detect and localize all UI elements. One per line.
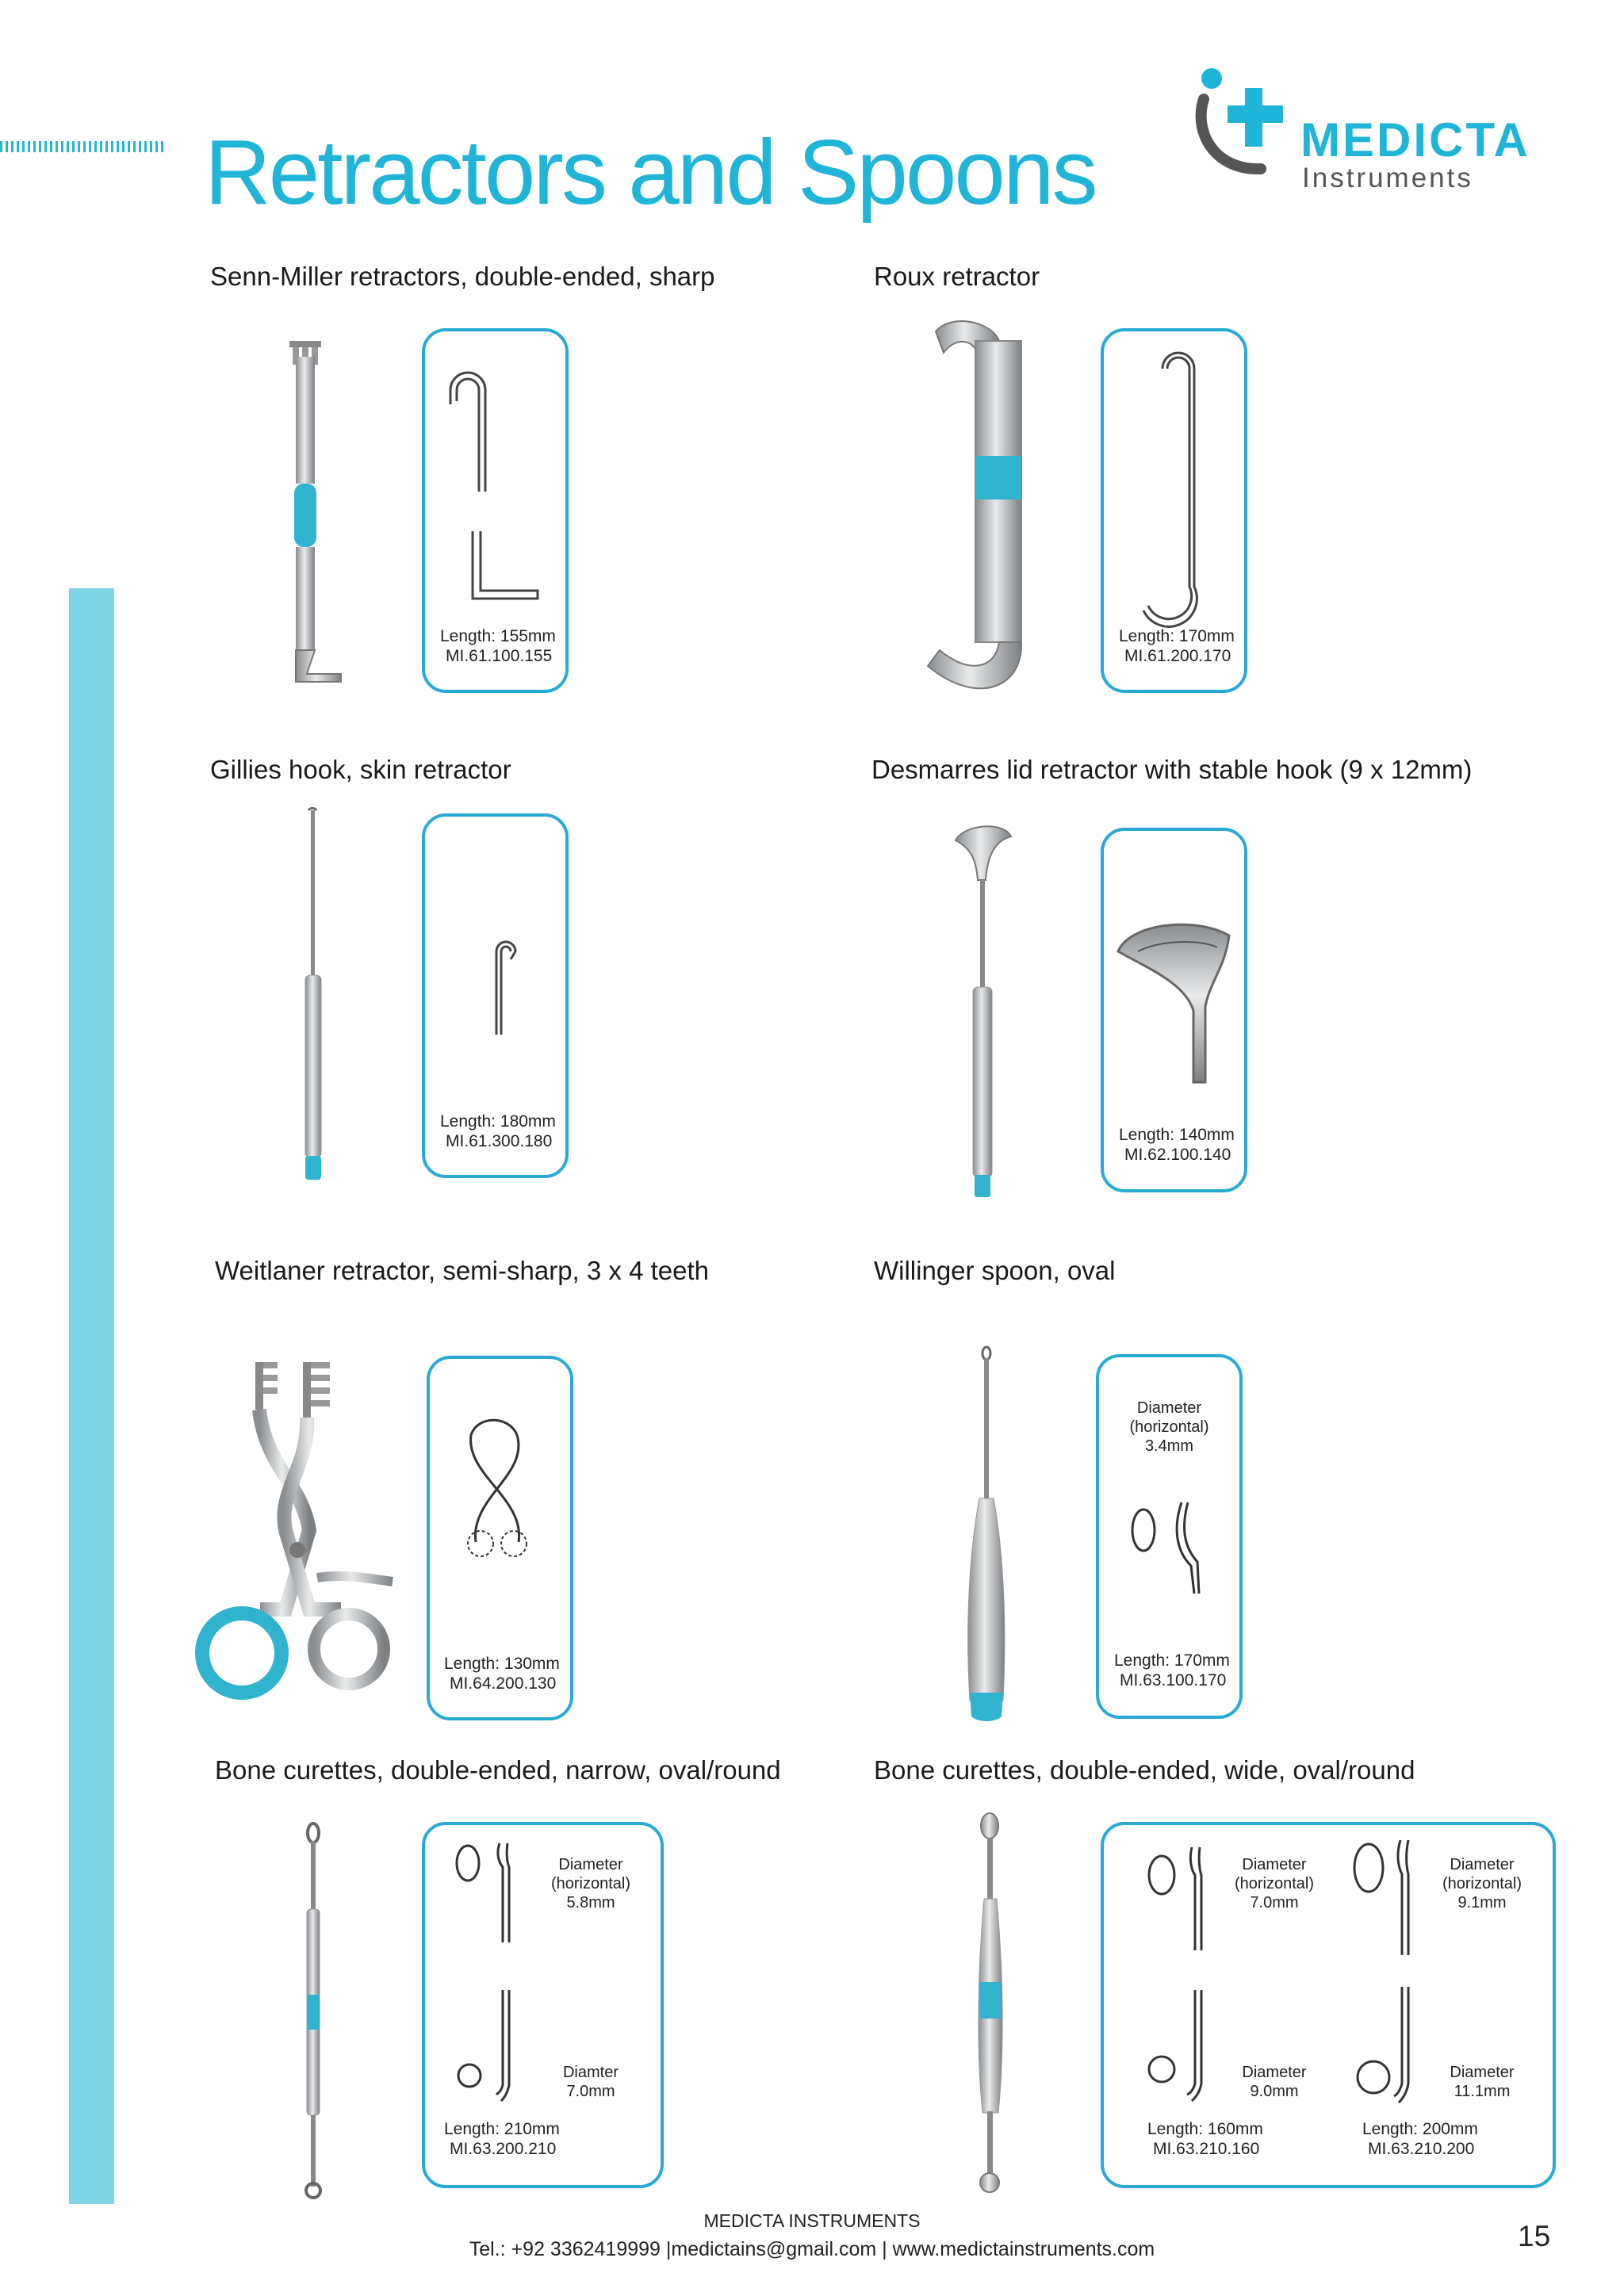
product-title: Senn-Miller retractors, double-ended, sharp [210,262,715,291]
diameter-value: 7.0mm [566,2083,615,2100]
diameter-label-line: Diameter [1136,1399,1202,1417]
desmarres-tip-drawing [1114,920,1233,1086]
diameter-label [1431,1855,1534,1912]
product-code: MI.63.100.170 [1120,1671,1227,1689]
bone-curette-narrow-tip-drawing [452,1839,523,2101]
diameter-label-line: (horizontal) [550,1875,631,1892]
senn-miller-retractor-image [282,333,353,690]
length-label: Length: 200mm [1362,2120,1478,2138]
footer-contact: Tel.: +92 3362419999 |medictains@gmail.com | www.medictainstruments.com [469,2238,1155,2260]
diameter-label-line: (horizontal) [1129,1418,1209,1436]
length-label: Length: 210mm [444,2120,560,2138]
product-title: Willinger spoon, oval [874,1256,1116,1285]
diameter-label-line: Diameter [1242,2064,1307,2081]
length-label: Length: 130mm [444,1655,560,1673]
length-label: Length: 160mm [1147,2120,1263,2138]
length-label: Length: 155mm [440,627,556,645]
diameter-label-line: Diameter [1450,1856,1515,1873]
diameter-value: 9.1mm [1457,1894,1507,1911]
bone-curette-narrow-image [289,1822,337,2202]
decorative-stripes [0,141,167,152]
product-title: Gillies hook, skin retractor [210,755,511,784]
footer-company: MEDICTA INSTRUMENTS [703,2210,921,2231]
diameter-label [539,2063,642,2101]
page-title: Retractors and Spoons [205,121,1096,224]
diameter-label [1431,2063,1534,2101]
willinger-tip-drawing [1126,1494,1213,1598]
product-code: MI.63.210.160 [1153,2140,1260,2158]
roux-retractor-image [920,317,1055,714]
diameter-label [1223,2063,1326,2101]
diameter-label [539,1855,642,1912]
product-code: MI.63.200.210 [450,2140,557,2158]
diameter-label-line: (horizontal) [1442,1875,1522,1892]
product-title: Bone curettes, double-ended, wide, oval/round [874,1755,1415,1785]
medicta-logo-icon [1189,67,1308,186]
product-title: Desmarres lid retractor with stable hook (9 x 12mm) [871,755,1473,784]
product-code: MI.64.200.130 [450,1674,557,1693]
product-code: MI.62.100.140 [1124,1146,1231,1164]
diameter-label-line: (horizontal) [1234,1875,1315,1892]
gillies-hook-tip-drawing [476,928,523,1039]
senn-miller-tip-drawing [444,373,547,610]
page-number: 15 [1518,2220,1551,2252]
diameter-label-line: Diameter [1450,2064,1515,2081]
brand-name: MEDICTA [1300,113,1530,166]
sidebar-accent-bar [69,588,114,2204]
diameter-label [1096,1399,1243,1456]
diameter-value: 11.1mm [1454,2083,1511,2100]
product-code: MI.63.210.200 [1368,2140,1475,2158]
product-title: Roux retractor [874,262,1040,291]
desmarres-retractor-image [948,817,1019,1205]
diameter-value: 9.0mm [1250,2083,1299,2100]
bone-curette-wide-tip-drawing-b [1348,1836,1419,2106]
length-label: Length: 170mm [1119,627,1235,645]
roux-retractor-drawing [1124,349,1228,618]
product-code: MI.61.200.170 [1124,647,1231,665]
length-label: Length: 180mm [440,1112,556,1131]
gillies-hook-image [289,801,337,1181]
weitlaner-drawing [462,1419,541,1562]
product-code: MI.61.100.155 [446,647,553,665]
product-title: Bone curettes, double-ended, narrow, oval/round [215,1755,781,1785]
diameter-label-line: Diameter [558,1856,623,1873]
willinger-spoon-image [956,1344,1019,1724]
bone-curette-wide-image [963,1812,1019,2200]
weitlaner-retractor-image [190,1348,404,1720]
brand-subtitle: Instruments [1302,163,1473,193]
diameter-label [1223,1855,1326,1912]
diameter-value: 3.4mm [1144,1437,1194,1455]
length-label: Length: 170mm [1114,1651,1230,1670]
diameter-label-line: Diamter [562,2064,619,2081]
product-title: Weitlaner retractor, semi-sharp, 3 x 4 teeth [215,1256,709,1285]
diameter-value: 5.8mm [566,1894,615,1911]
bone-curette-wide-tip-drawing-a [1146,1839,1217,2101]
length-label: Length: 140mm [1119,1126,1235,1144]
diameter-label-line: Diameter [1242,1856,1307,1873]
product-code: MI.61.300.180 [446,1132,553,1150]
diameter-value: 7.0mm [1250,1894,1299,1911]
